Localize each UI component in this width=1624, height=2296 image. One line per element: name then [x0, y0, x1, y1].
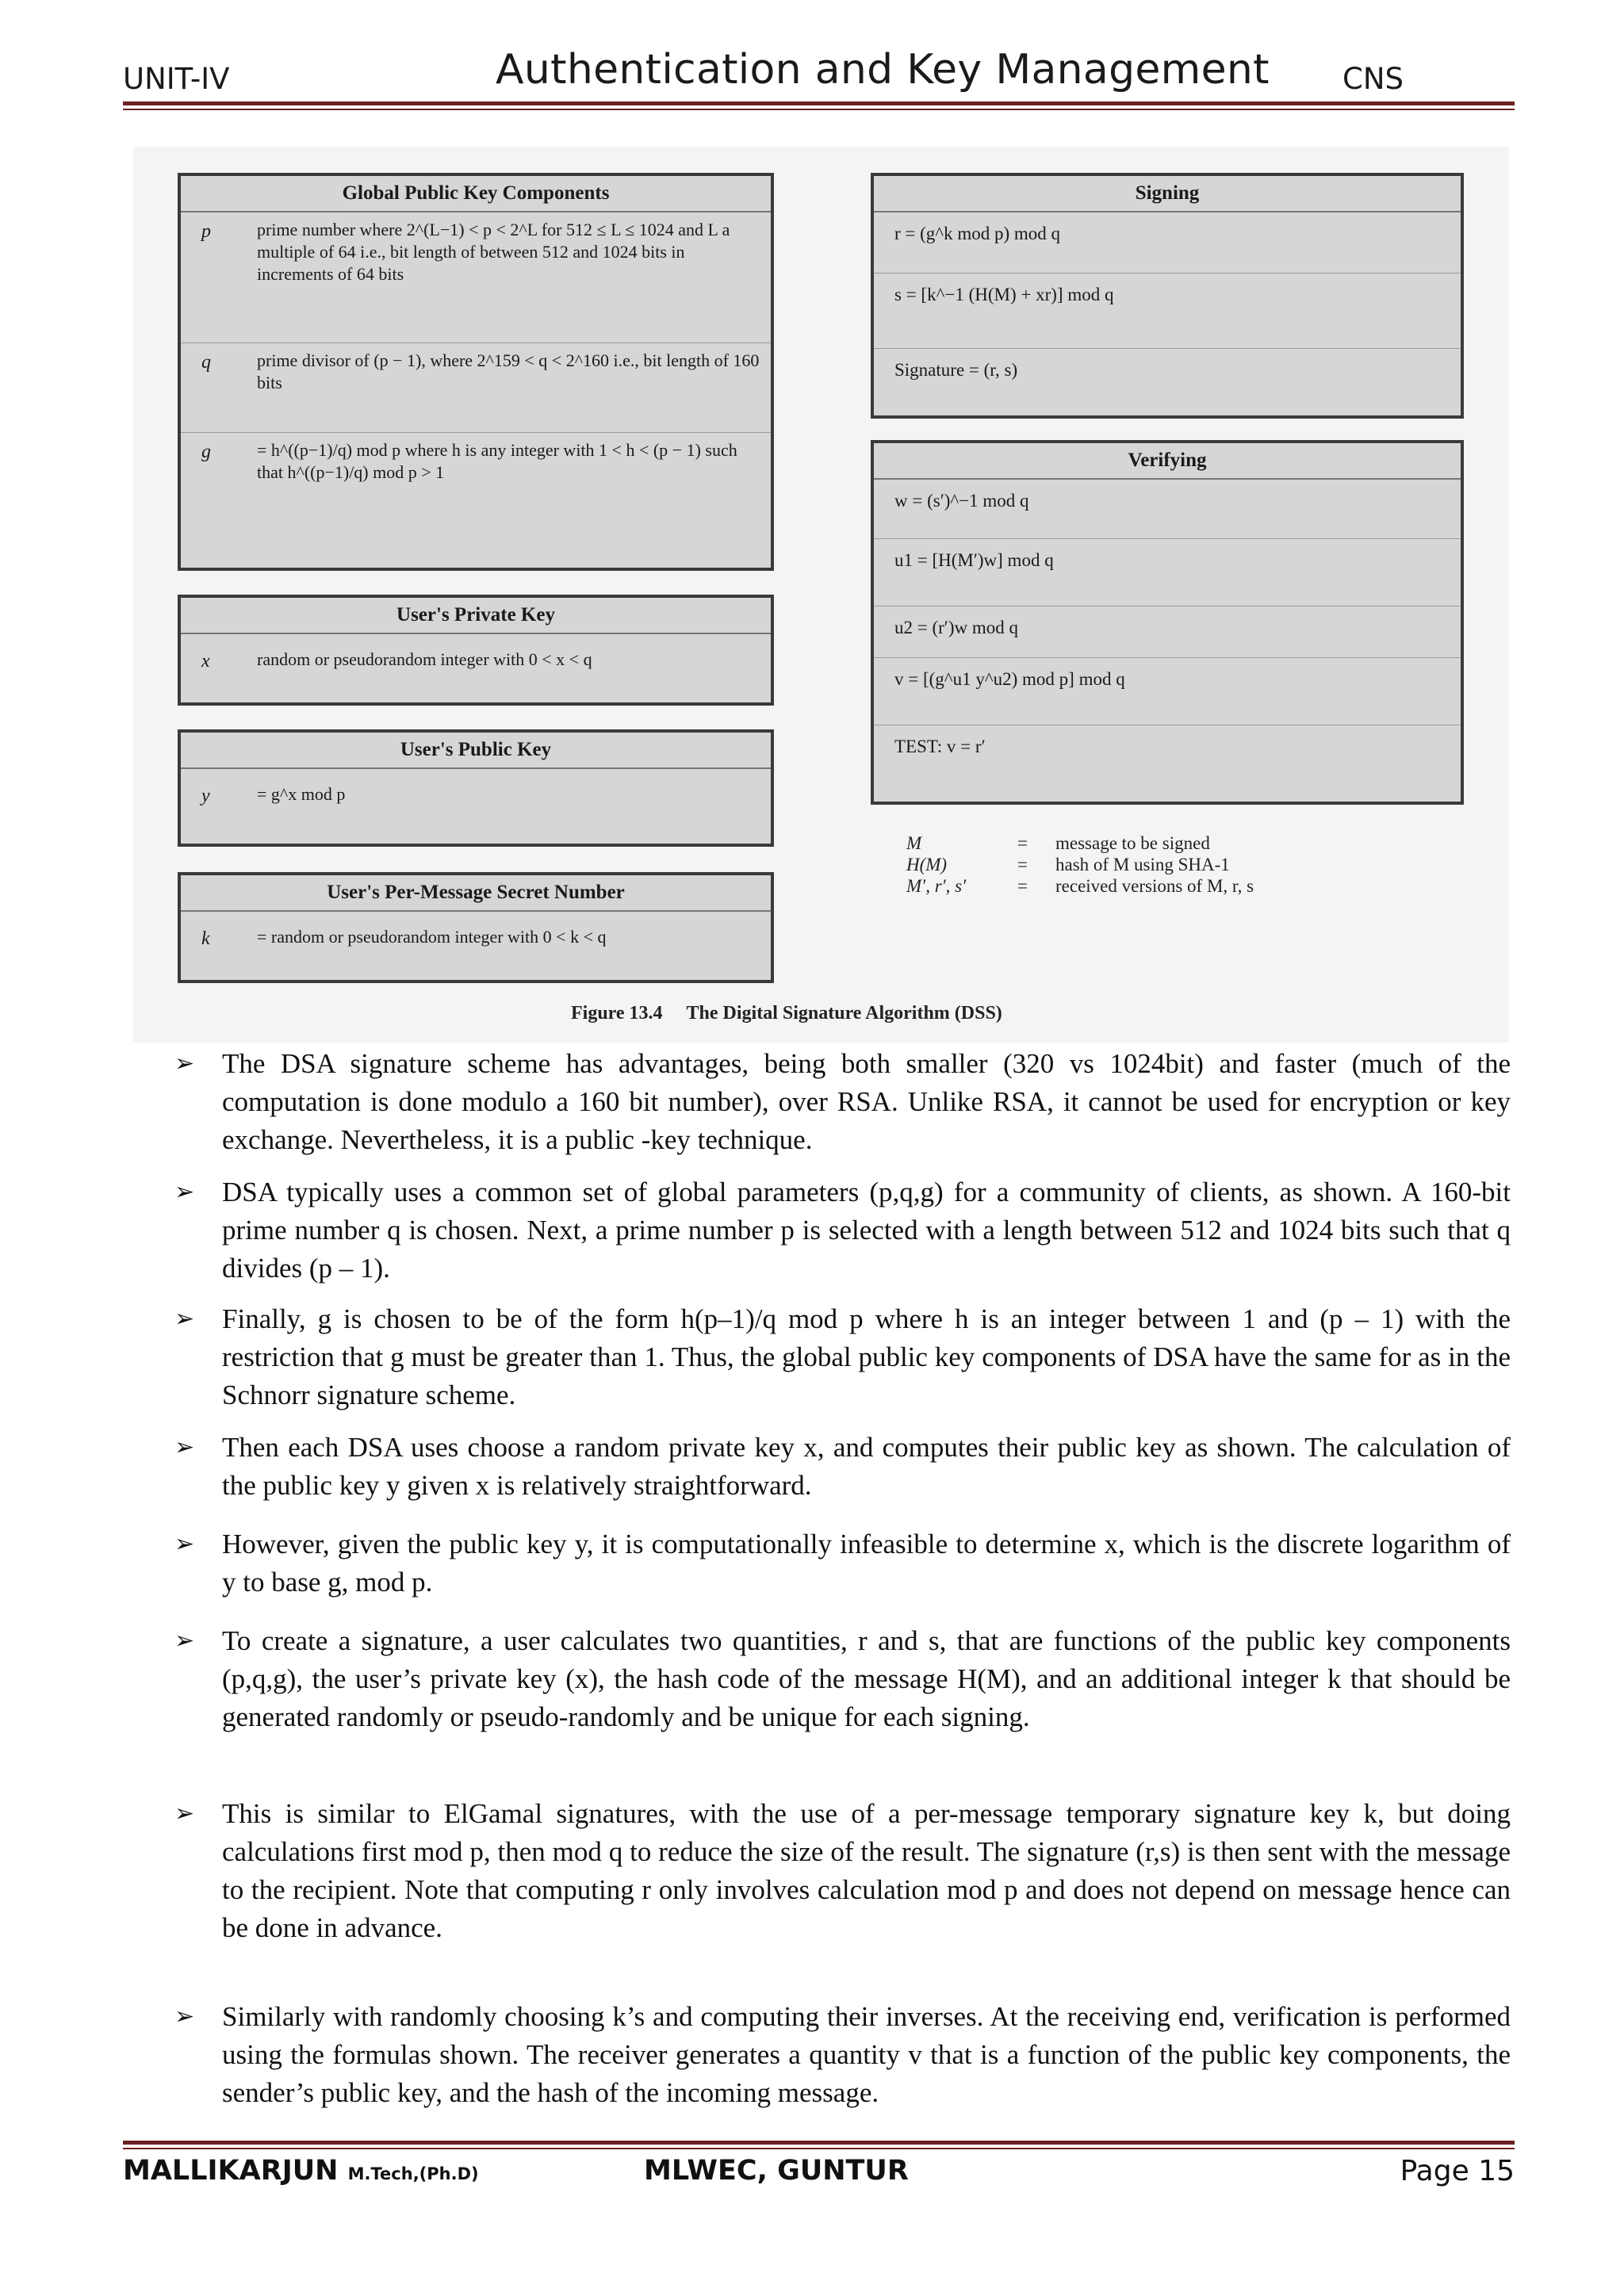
list-item: ➢ Finally, g is chosen to be of the form h(p–1)/q mod p where h is an integer between 1 and (p – 1) with the restriction that g must be greater than 1. Thus, the global public key components of DSA have the same for as in the Schnorr signature scheme. [174, 1300, 1511, 1414]
header-unit: UNIT-IV [123, 62, 230, 96]
author-degree: M.Tech,(Ph.D) [347, 2164, 479, 2183]
formula-s: s = [k^−1 (H(M) + xr)] mod q [874, 274, 1461, 349]
footer-divider-thin [123, 2148, 1515, 2149]
formula-v: v = [(g^u1 y^u2) mod p] mod q [874, 658, 1461, 725]
figure-legend [906, 832, 1254, 897]
box-title: User's Public Key [181, 733, 771, 769]
arrow-bullet-icon: ➢ [174, 1050, 195, 1077]
arrow-bullet-icon: ➢ [174, 1627, 195, 1655]
legend-row: H(M) = hash of M using SHA-1 [906, 855, 1230, 874]
public-key-box: User's Public Key y = g^x mod p [178, 729, 774, 847]
header-divider-thin [123, 109, 1515, 110]
caption-number: Figure 13.4 [571, 1003, 663, 1024]
box-title: Global Public Key Components [181, 176, 771, 212]
page-header [123, 46, 1515, 101]
formula-w: w = (s′)^−1 mod q [874, 480, 1461, 539]
arrow-bullet-icon: ➢ [174, 1530, 195, 1558]
param-row-q: q prime divisor of (p − 1), where 2^159 < q < 2^160 i.e., bit length of 160 bits [181, 343, 771, 433]
secret-number-box: User's Per-Message Secret Number k = random or pseudorandom integer with 0 < k < q [178, 872, 774, 983]
arrow-bullet-icon: ➢ [174, 1305, 195, 1333]
footer-divider [123, 2141, 1515, 2145]
list-item: ➢ Similarly with randomly choosing k’s and computing their inverses. At the receiving end, verification is performed using the formulas shown. The receiver generates a quantity v that is a function of the public key components, the sender’s public key, and the hash of the incoming message. [174, 1998, 1511, 2112]
legend-row: M′, r′, s′ = received versions of M, r, s [906, 876, 1254, 896]
figure-caption [571, 1003, 1026, 1024]
box-title: Verifying [874, 443, 1461, 480]
footer-college: MLWEC, GUNTUR [644, 2155, 909, 2187]
verifying-box [871, 440, 1464, 805]
arrow-bullet-icon: ➢ [174, 2003, 195, 2030]
list-item: ➢ To create a signature, a user calculates two quantities, r and s, that are functions of the public key components (p,q,g), the user’s private key (x), the hash code of the message H(M), and an additional integer k that should be generated randomly or pseudo-randomly and be unique for each signing. [174, 1622, 1511, 1736]
signature-formula: Signature = (r, s) [894, 360, 1018, 380]
page-number: Page 15 [1400, 2155, 1515, 2187]
header-title: Authentication and Key Management [496, 46, 1270, 94]
arrow-bullet-icon: ➢ [174, 1178, 195, 1206]
arrow-bullet-icon: ➢ [174, 1800, 195, 1827]
arrow-bullet-icon: ➢ [174, 1433, 195, 1461]
box-title: User's Per-Message Secret Number [181, 875, 771, 912]
formula-u1: u1 = [H(M′)w] mod q [874, 539, 1461, 607]
list-item: ➢ This is similar to ElGamal signatures, with the use of a per-message temporary signature key k, but doing calculations first mod p, then mod q to reduce the size of the result. The signature (r,s) is then sent with the message to the recipient. Note that computing r only involves calculation mod p and does not depend on message hence can be done in advance. [174, 1795, 1511, 1947]
param-row-p: p prime number where 2^(L−1) < p < 2^L for 512 ≤ L ≤ 1024 and L a multiple of 64 i.e., bit length of between 512 and 1024 bits in increments of 64 bits [181, 212, 771, 343]
box-title: User's Private Key [181, 598, 771, 634]
param-row-g: g = h^((p−1)/q) mod p where h is any integer with 1 < h < (p − 1) such that h^((p−1)/q) mod p > 1 [201, 440, 737, 482]
dsa-figure [133, 147, 1509, 1043]
private-key-box: User's Private Key x random or pseudorandom integer with 0 < x < q [178, 595, 774, 706]
caption-text: The Digital Signature Algorithm (DSS) [686, 1003, 1002, 1024]
formula-u2: u2 = (r′)w mod q [874, 607, 1461, 658]
list-item: ➢ Then each DSA uses choose a random private key x, and computes their public key as shown. The calculation of the public key y given x is relatively straightforward. [174, 1429, 1511, 1505]
signing-box [871, 173, 1464, 419]
list-item: ➢ However, given the public key y, it is computationally infeasible to determine x, which is the discrete logarithm of y to base g, mod p. [174, 1525, 1511, 1601]
legend-row: M = message to be signed [906, 833, 1210, 853]
global-public-key-box [178, 173, 774, 571]
footer-author: MALLIKARJUN M.Tech,(Ph.D) [123, 2155, 479, 2187]
box-title: Signing [874, 176, 1461, 212]
list-item: ➢ The DSA signature scheme has advantages, being both smaller (320 vs 1024bit) and faster (much of the computation is done modulo a 160 bit number), over RSA. Unlike RSA, it cannot be used for encryption or key exchange. Nevertheless, it is a public -key technique. [174, 1045, 1511, 1159]
list-item: ➢ DSA typically uses a common set of global parameters (p,q,g) for a community of clients, as shown. A 160-bit prime number q is chosen. Next, a prime number p is selected with a length between 512 and 1024 bits such that q divides (p – 1). [174, 1173, 1511, 1288]
header-divider [123, 101, 1515, 105]
formula-r: r = (g^k mod p) mod q [874, 212, 1461, 274]
test-formula: TEST: v = r′ [894, 737, 986, 756]
header-subject: CNS [1342, 62, 1404, 96]
